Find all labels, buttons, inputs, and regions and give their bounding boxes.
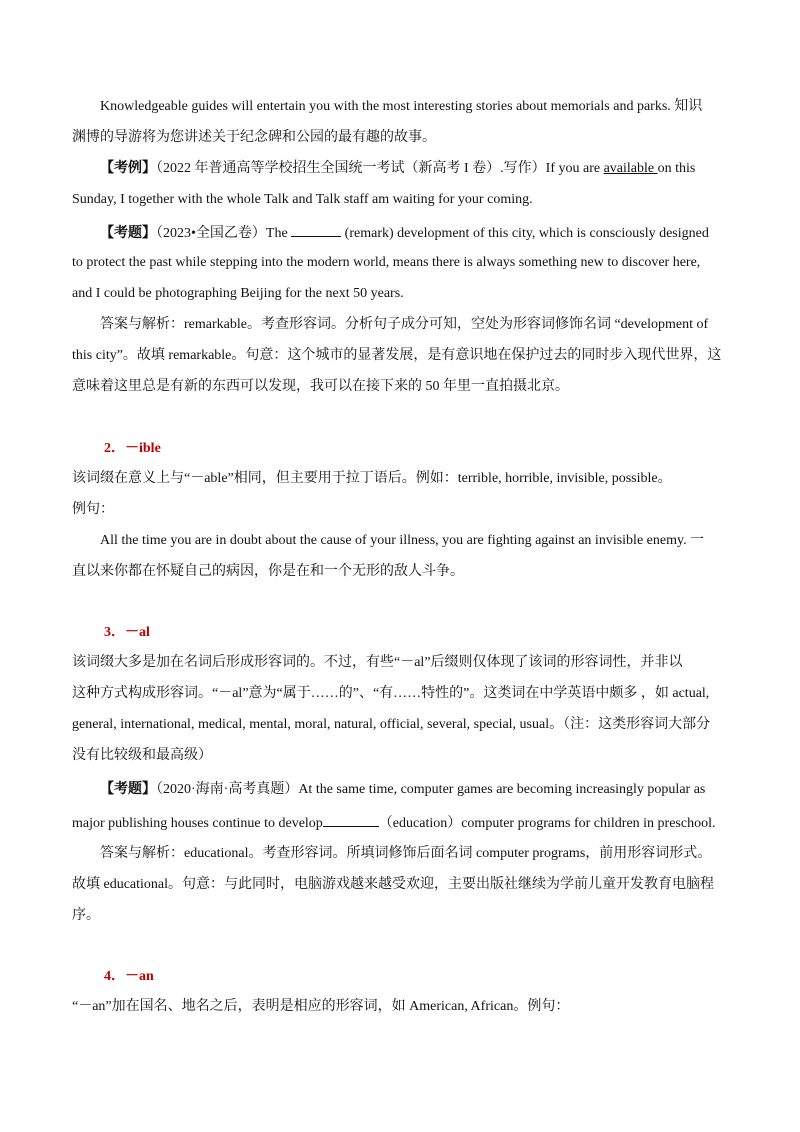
paragraph-line: and I could be photographing Beijing for the next 50 years. — [72, 286, 404, 301]
example-sentence: All the time you are in doubt about the cause of your illness, you are fighting against an invisible enemy. 一 — [100, 533, 705, 548]
answer-line: 意味着这里总是有新的东西可以发现，我可以在接下来的 50 年里一直拍摄北京。 — [72, 379, 569, 394]
exam-text: major publishing houses continue to develop — [72, 816, 323, 831]
exam-tag: 【考题】 — [100, 782, 156, 797]
paragraph-line: 该词缀在意义上与“－able”相同，但主要用于拉丁语后。例如：terrible, horrible, invisible, possible。 — [72, 471, 672, 486]
paragraph-line: 渊博的导游将为您讲述关于纪念碑和公园的最有趣的故事。 — [72, 130, 436, 145]
paragraph-line: Knowledgeable guides will entertain you with the most interesting stories about memorials and parks. 知识 — [100, 99, 703, 114]
exam-question-line — [72, 812, 732, 833]
paragraph-line: 该词缀大多是加在名词后形成形容词的。不过，有些“－al”后缀则仅体现了该词的形容词性，并非以 — [72, 655, 683, 670]
section-heading-al: 3．－al — [104, 625, 150, 640]
exam-question-line — [100, 222, 732, 243]
paragraph-line: 例句： — [72, 502, 114, 517]
underlined-answer: available — [603, 161, 658, 176]
paragraph-line: 这种方式构成形容词。“－al”意为“属于……的”、“有……特性的”。这类词在中学英语中颇多 ，如 actual, — [72, 686, 710, 701]
example-text: （2022 年普通高等学校招生全国统一考试（新高考 I 卷）.写作）If you are — [156, 161, 604, 176]
paragraph-line: Sunday, I together with the whole Talk and Talk staff am waiting for your coming. — [72, 192, 533, 207]
paragraph-line: 直以来你都在怀疑自己的病因，你是在和一个无形的敌人斗争。 — [72, 564, 464, 579]
exam-tag: 【考题】 — [100, 226, 156, 241]
example-tag: 【考例】 — [100, 161, 156, 176]
answer-line: 故填 educational。句意：与此同时，电脑游戏越来越受欢迎，主要出版社继续为学前儿童开发教育电脑程 — [72, 877, 715, 892]
section-heading-an: 4．－an — [104, 969, 154, 984]
exam-question-line — [100, 781, 732, 799]
section-heading-ible: 2．－ible — [104, 441, 161, 456]
paragraph-line: 没有比较级和最高级） — [72, 748, 212, 763]
answer-blank — [291, 222, 341, 237]
example-line — [100, 160, 732, 178]
paragraph-line: general, international, medical, mental, moral, natural, official, several, special, usual。（注：这类形容词大部分 — [72, 717, 711, 732]
exam-text: （education）computer programs for children in preschool. — [378, 816, 716, 831]
answer-line: 答案与解析：remarkable。考查形容词。分析句子成分可知，空处为形容词修饰名词 “development of — [100, 317, 709, 332]
answer-blank — [323, 812, 379, 827]
answer-line: this city”。故填 remarkable。句意：这个城市的显著发展，是有意识地在保护过去的同时步入现代世界，这 — [72, 348, 722, 363]
paragraph-line: to protect the past while stepping into the modern world, means there is always something new to discover here, — [72, 255, 701, 270]
exam-text: （2020·海南·高考真题）At the same time, computer games are becoming increasingly popular as — [156, 782, 706, 797]
paragraph-line: “－an”加在国名、地名之后，表明是相应的形容词，如 American, African。例句： — [72, 999, 570, 1014]
exam-text: （2023•全国乙卷）The — [156, 226, 292, 241]
answer-line: 答案与解析：educational。考查形容词。所填词修饰后面名词 computer programs，前用形容词形式。 — [100, 846, 712, 861]
exam-text: (remark) development of this city, which is consciously designed — [341, 226, 709, 241]
answer-line: 序。 — [72, 908, 100, 923]
example-text: on this — [657, 161, 696, 176]
